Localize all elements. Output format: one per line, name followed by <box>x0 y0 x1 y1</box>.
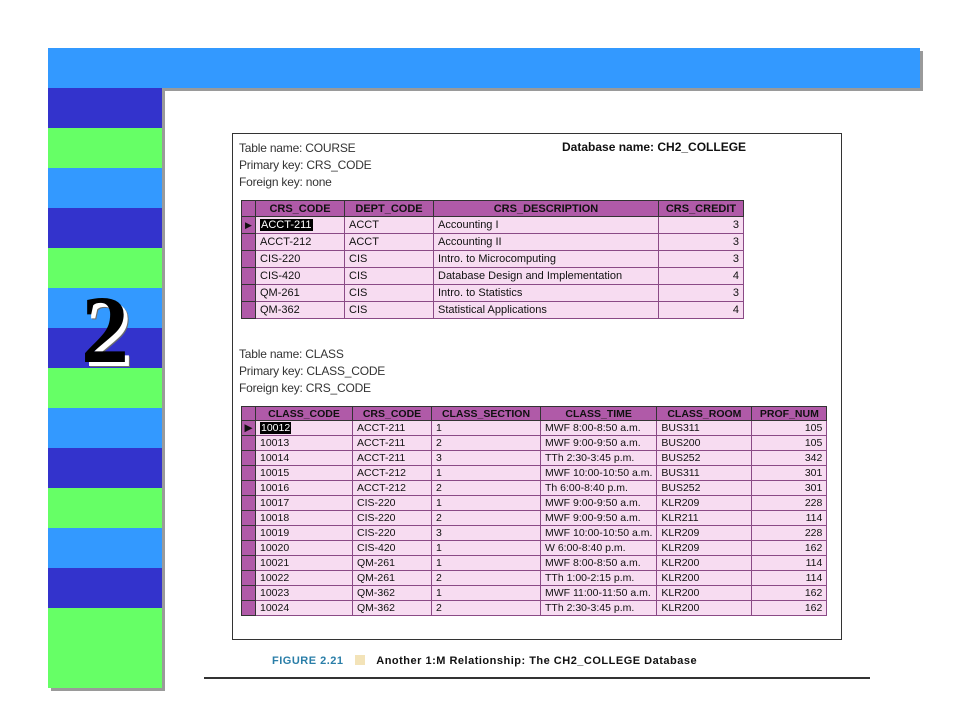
table-cell[interactable]: KLR209 <box>657 526 752 541</box>
table-cell[interactable]: QM-362 <box>353 601 432 616</box>
class-foreign-key: Foreign key: CRS_CODE <box>239 381 371 395</box>
class-primary-key: Primary key: CLASS_CODE <box>239 364 386 378</box>
table-cell[interactable]: CIS <box>345 285 434 302</box>
row-selector[interactable] <box>242 285 256 302</box>
course-primary-key: Primary key: CRS_CODE <box>239 158 372 172</box>
table-cell[interactable]: 10020 <box>256 541 353 556</box>
table-cell[interactable]: 2 <box>432 511 541 526</box>
table-cell[interactable]: TTh 2:30-3:45 p.m. <box>541 451 657 466</box>
class-table-row[interactable] <box>242 466 827 481</box>
table-cell[interactable]: QM-261 <box>256 285 345 302</box>
table-cell[interactable]: 3 <box>659 217 744 234</box>
course-table-row[interactable] <box>242 251 744 268</box>
table-cell[interactable]: 228 <box>752 496 827 511</box>
table-cell[interactable]: 10016 <box>256 481 353 496</box>
table-cell[interactable]: BUS311 <box>657 466 752 481</box>
table-cell[interactable]: TTh 2:30-3:45 p.m. <box>541 601 657 616</box>
class-table-row[interactable] <box>242 526 827 541</box>
table-cell[interactable]: MWF 9:00-9:50 a.m. <box>541 436 657 451</box>
row-selector[interactable] <box>242 541 256 556</box>
class-table-row[interactable] <box>242 496 827 511</box>
row-selector[interactable] <box>242 251 256 268</box>
table-cell[interactable]: ACCT <box>345 234 434 251</box>
table-cell[interactable]: 3 <box>659 234 744 251</box>
table-cell[interactable]: QM-362 <box>256 302 345 319</box>
table-cell[interactable]: 10023 <box>256 586 353 601</box>
row-selector[interactable] <box>242 601 256 616</box>
table-cell[interactable]: CIS-220 <box>353 496 432 511</box>
database-name: Database name: CH2_COLLEGE <box>562 140 747 154</box>
table-cell[interactable]: 1 <box>432 496 541 511</box>
database-figure <box>232 133 842 640</box>
table-cell[interactable]: 3 <box>659 285 744 302</box>
column-header[interactable]: CRS_DESCRIPTION <box>434 201 659 217</box>
table-cell[interactable]: CIS <box>345 251 434 268</box>
table-cell[interactable]: 10024 <box>256 601 353 616</box>
course-header-row <box>242 201 744 217</box>
table-cell[interactable]: 3 <box>659 251 744 268</box>
class-table-row[interactable] <box>242 586 827 601</box>
table-cell[interactable]: Intro. to Microcomputing <box>434 251 659 268</box>
table-cell[interactable]: 10013 <box>256 436 353 451</box>
class-table-row[interactable] <box>242 541 827 556</box>
course-table-row[interactable] <box>242 285 744 302</box>
table-cell[interactable]: CIS-420 <box>353 541 432 556</box>
table-cell[interactable]: Statistical Applications <box>434 302 659 319</box>
table-cell[interactable]: ACCT-211 <box>353 451 432 466</box>
table-cell[interactable]: 105 <box>752 421 827 436</box>
course-table-row[interactable] <box>242 234 744 251</box>
table-cell[interactable]: 1 <box>432 466 541 481</box>
table-cell[interactable]: 228 <box>752 526 827 541</box>
table-cell[interactable]: 162 <box>752 601 827 616</box>
table-cell[interactable]: ACCT <box>345 217 434 234</box>
row-selector[interactable] <box>242 302 256 319</box>
row-selector[interactable] <box>242 511 256 526</box>
table-cell[interactable]: KLR209 <box>657 496 752 511</box>
table-cell[interactable]: Accounting I <box>434 217 659 234</box>
table-cell[interactable]: ACCT-211 <box>353 421 432 436</box>
table-cell[interactable]: MWF 9:00-9:50 a.m. <box>541 511 657 526</box>
table-cell[interactable]: 162 <box>752 586 827 601</box>
table-cell[interactable]: 2 <box>432 601 541 616</box>
class-table-row[interactable] <box>242 511 827 526</box>
table-cell[interactable]: QM-261 <box>353 556 432 571</box>
class-table-row[interactable] <box>242 421 827 436</box>
current-row-arrow-icon[interactable]: ▶ <box>242 217 256 234</box>
table-cell[interactable]: 10022 <box>256 571 353 586</box>
table-cell[interactable]: MWF 9:00-9:50 a.m. <box>541 496 657 511</box>
table-cell[interactable]: CIS <box>345 302 434 319</box>
table-cell[interactable]: QM-261 <box>353 571 432 586</box>
caption-rule <box>204 677 870 679</box>
table-cell[interactable]: BUS311 <box>657 421 752 436</box>
table-cell[interactable]: ACCT-212 <box>256 234 345 251</box>
top-decorative-bar <box>48 48 920 88</box>
table-cell[interactable]: TTh 1:00-2:15 p.m. <box>541 571 657 586</box>
class-table-row[interactable] <box>242 436 827 451</box>
table-cell[interactable]: MWF 11:00-11:50 a.m. <box>541 586 657 601</box>
column-header[interactable]: CLASS_TIME <box>541 407 657 421</box>
table-cell[interactable]: 1 <box>432 586 541 601</box>
table-cell[interactable]: 1 <box>432 421 541 436</box>
course-foreign-key: Foreign key: none <box>239 175 332 189</box>
row-selector[interactable] <box>242 451 256 466</box>
table-cell[interactable]: 114 <box>752 556 827 571</box>
caption-box-icon <box>355 655 365 665</box>
class-table-row[interactable] <box>242 601 827 616</box>
table-cell[interactable]: MWF 8:00-8:50 a.m. <box>541 556 657 571</box>
table-cell[interactable]: 114 <box>752 511 827 526</box>
row-selector[interactable] <box>242 556 256 571</box>
class-table-row[interactable] <box>242 571 827 586</box>
row-selector[interactable] <box>242 436 256 451</box>
class-table-row[interactable] <box>242 556 827 571</box>
column-header[interactable]: CRS_CODE <box>353 407 432 421</box>
table-cell[interactable]: 10014 <box>256 451 353 466</box>
table-cell[interactable]: Th 6:00-8:40 p.m. <box>541 481 657 496</box>
row-selector[interactable] <box>242 571 256 586</box>
table-cell[interactable]: 301 <box>752 481 827 496</box>
column-header[interactable]: PROF_NUM <box>752 407 827 421</box>
current-row-arrow-icon[interactable]: ▶ <box>242 421 256 436</box>
class-table-meta <box>239 346 385 397</box>
table-cell[interactable]: 2 <box>432 571 541 586</box>
table-cell[interactable]: 301 <box>752 466 827 481</box>
table-cell[interactable]: CIS <box>345 268 434 285</box>
table-cell[interactable]: CIS-220 <box>256 251 345 268</box>
table-cell[interactable]: KLR200 <box>657 556 752 571</box>
course-table-row[interactable] <box>242 268 744 285</box>
row-selector[interactable] <box>242 496 256 511</box>
table-cell[interactable]: CIS-420 <box>256 268 345 285</box>
table-cell[interactable]: 162 <box>752 541 827 556</box>
figure-label: FIGURE 2.21 <box>272 655 344 667</box>
row-selector[interactable] <box>242 268 256 285</box>
table-cell[interactable]: 4 <box>659 302 744 319</box>
class-table <box>241 406 827 616</box>
table-cell[interactable]: ACCT-211 <box>353 436 432 451</box>
column-header[interactable]: CLASS_SECTION <box>432 407 541 421</box>
table-cell[interactable]: ACCT-212 <box>353 466 432 481</box>
course-table-row[interactable] <box>242 302 744 319</box>
column-header[interactable]: CRS_CREDIT <box>659 201 744 217</box>
table-cell[interactable]: ACCT-211 <box>256 217 345 234</box>
class-table-name: Table name: CLASS <box>239 347 344 361</box>
row-selector[interactable] <box>242 526 256 541</box>
course-table-row[interactable] <box>242 217 744 234</box>
table-cell[interactable]: 105 <box>752 436 827 451</box>
table-cell[interactable]: BUS252 <box>657 451 752 466</box>
table-cell[interactable]: 4 <box>659 268 744 285</box>
row-selector-header <box>242 201 256 217</box>
table-cell[interactable]: 1 <box>432 556 541 571</box>
row-selector[interactable] <box>242 586 256 601</box>
table-cell[interactable]: 10018 <box>256 511 353 526</box>
left-decorative-bar <box>48 88 162 688</box>
table-cell[interactable]: 10015 <box>256 466 353 481</box>
table-cell[interactable]: MWF 10:00-10:50 a.m. <box>541 466 657 481</box>
row-selector-header <box>242 407 256 421</box>
table-cell[interactable]: QM-362 <box>353 586 432 601</box>
table-cell[interactable]: 10017 <box>256 496 353 511</box>
table-cell[interactable]: KLR200 <box>657 601 752 616</box>
table-cell[interactable]: 2 <box>432 481 541 496</box>
table-cell[interactable]: KLR211 <box>657 511 752 526</box>
table-cell[interactable]: 10012 <box>256 421 353 436</box>
table-cell[interactable]: 3 <box>432 451 541 466</box>
column-header[interactable]: DEPT_CODE <box>345 201 434 217</box>
table-cell[interactable]: BUS200 <box>657 436 752 451</box>
table-cell[interactable]: CIS-220 <box>353 511 432 526</box>
table-cell[interactable]: MWF 10:00-10:50 a.m. <box>541 526 657 541</box>
column-header[interactable]: CRS_CODE <box>256 201 345 217</box>
chapter-number: 2 <box>81 276 129 383</box>
column-header[interactable]: CLASS_ROOM <box>657 407 752 421</box>
table-cell[interactable]: 2 <box>432 436 541 451</box>
table-cell[interactable]: 10021 <box>256 556 353 571</box>
table-cell[interactable]: Database Design and Implementation <box>434 268 659 285</box>
figure-caption-text: Another 1:M Relationship: The CH2_COLLEGE Database <box>376 655 698 667</box>
row-selector[interactable] <box>242 466 256 481</box>
table-cell[interactable]: KLR209 <box>657 541 752 556</box>
table-cell[interactable]: ACCT-212 <box>353 481 432 496</box>
course-table-meta <box>239 140 372 191</box>
column-header[interactable]: CLASS_CODE <box>256 407 353 421</box>
row-selector[interactable] <box>242 481 256 496</box>
course-table-name: Table name: COURSE <box>239 141 356 155</box>
table-cell[interactable]: Accounting II <box>434 234 659 251</box>
class-table-row[interactable] <box>242 451 827 466</box>
table-cell[interactable]: 114 <box>752 571 827 586</box>
course-table <box>241 200 744 319</box>
table-cell[interactable]: 3 <box>432 526 541 541</box>
table-cell[interactable]: BUS252 <box>657 481 752 496</box>
table-cell[interactable]: KLR200 <box>657 586 752 601</box>
table-cell[interactable]: 342 <box>752 451 827 466</box>
table-cell[interactable]: Intro. to Statistics <box>434 285 659 302</box>
table-cell[interactable]: W 6:00-8:40 p.m. <box>541 541 657 556</box>
row-selector[interactable] <box>242 234 256 251</box>
table-cell[interactable]: 10019 <box>256 526 353 541</box>
table-cell[interactable]: KLR200 <box>657 571 752 586</box>
table-cell[interactable]: MWF 8:00-8:50 a.m. <box>541 421 657 436</box>
table-cell[interactable]: CIS-220 <box>353 526 432 541</box>
figure-caption <box>272 655 697 667</box>
table-cell[interactable]: 1 <box>432 541 541 556</box>
class-header-row <box>242 407 827 421</box>
corner-divider <box>162 88 172 90</box>
class-table-row[interactable] <box>242 481 827 496</box>
